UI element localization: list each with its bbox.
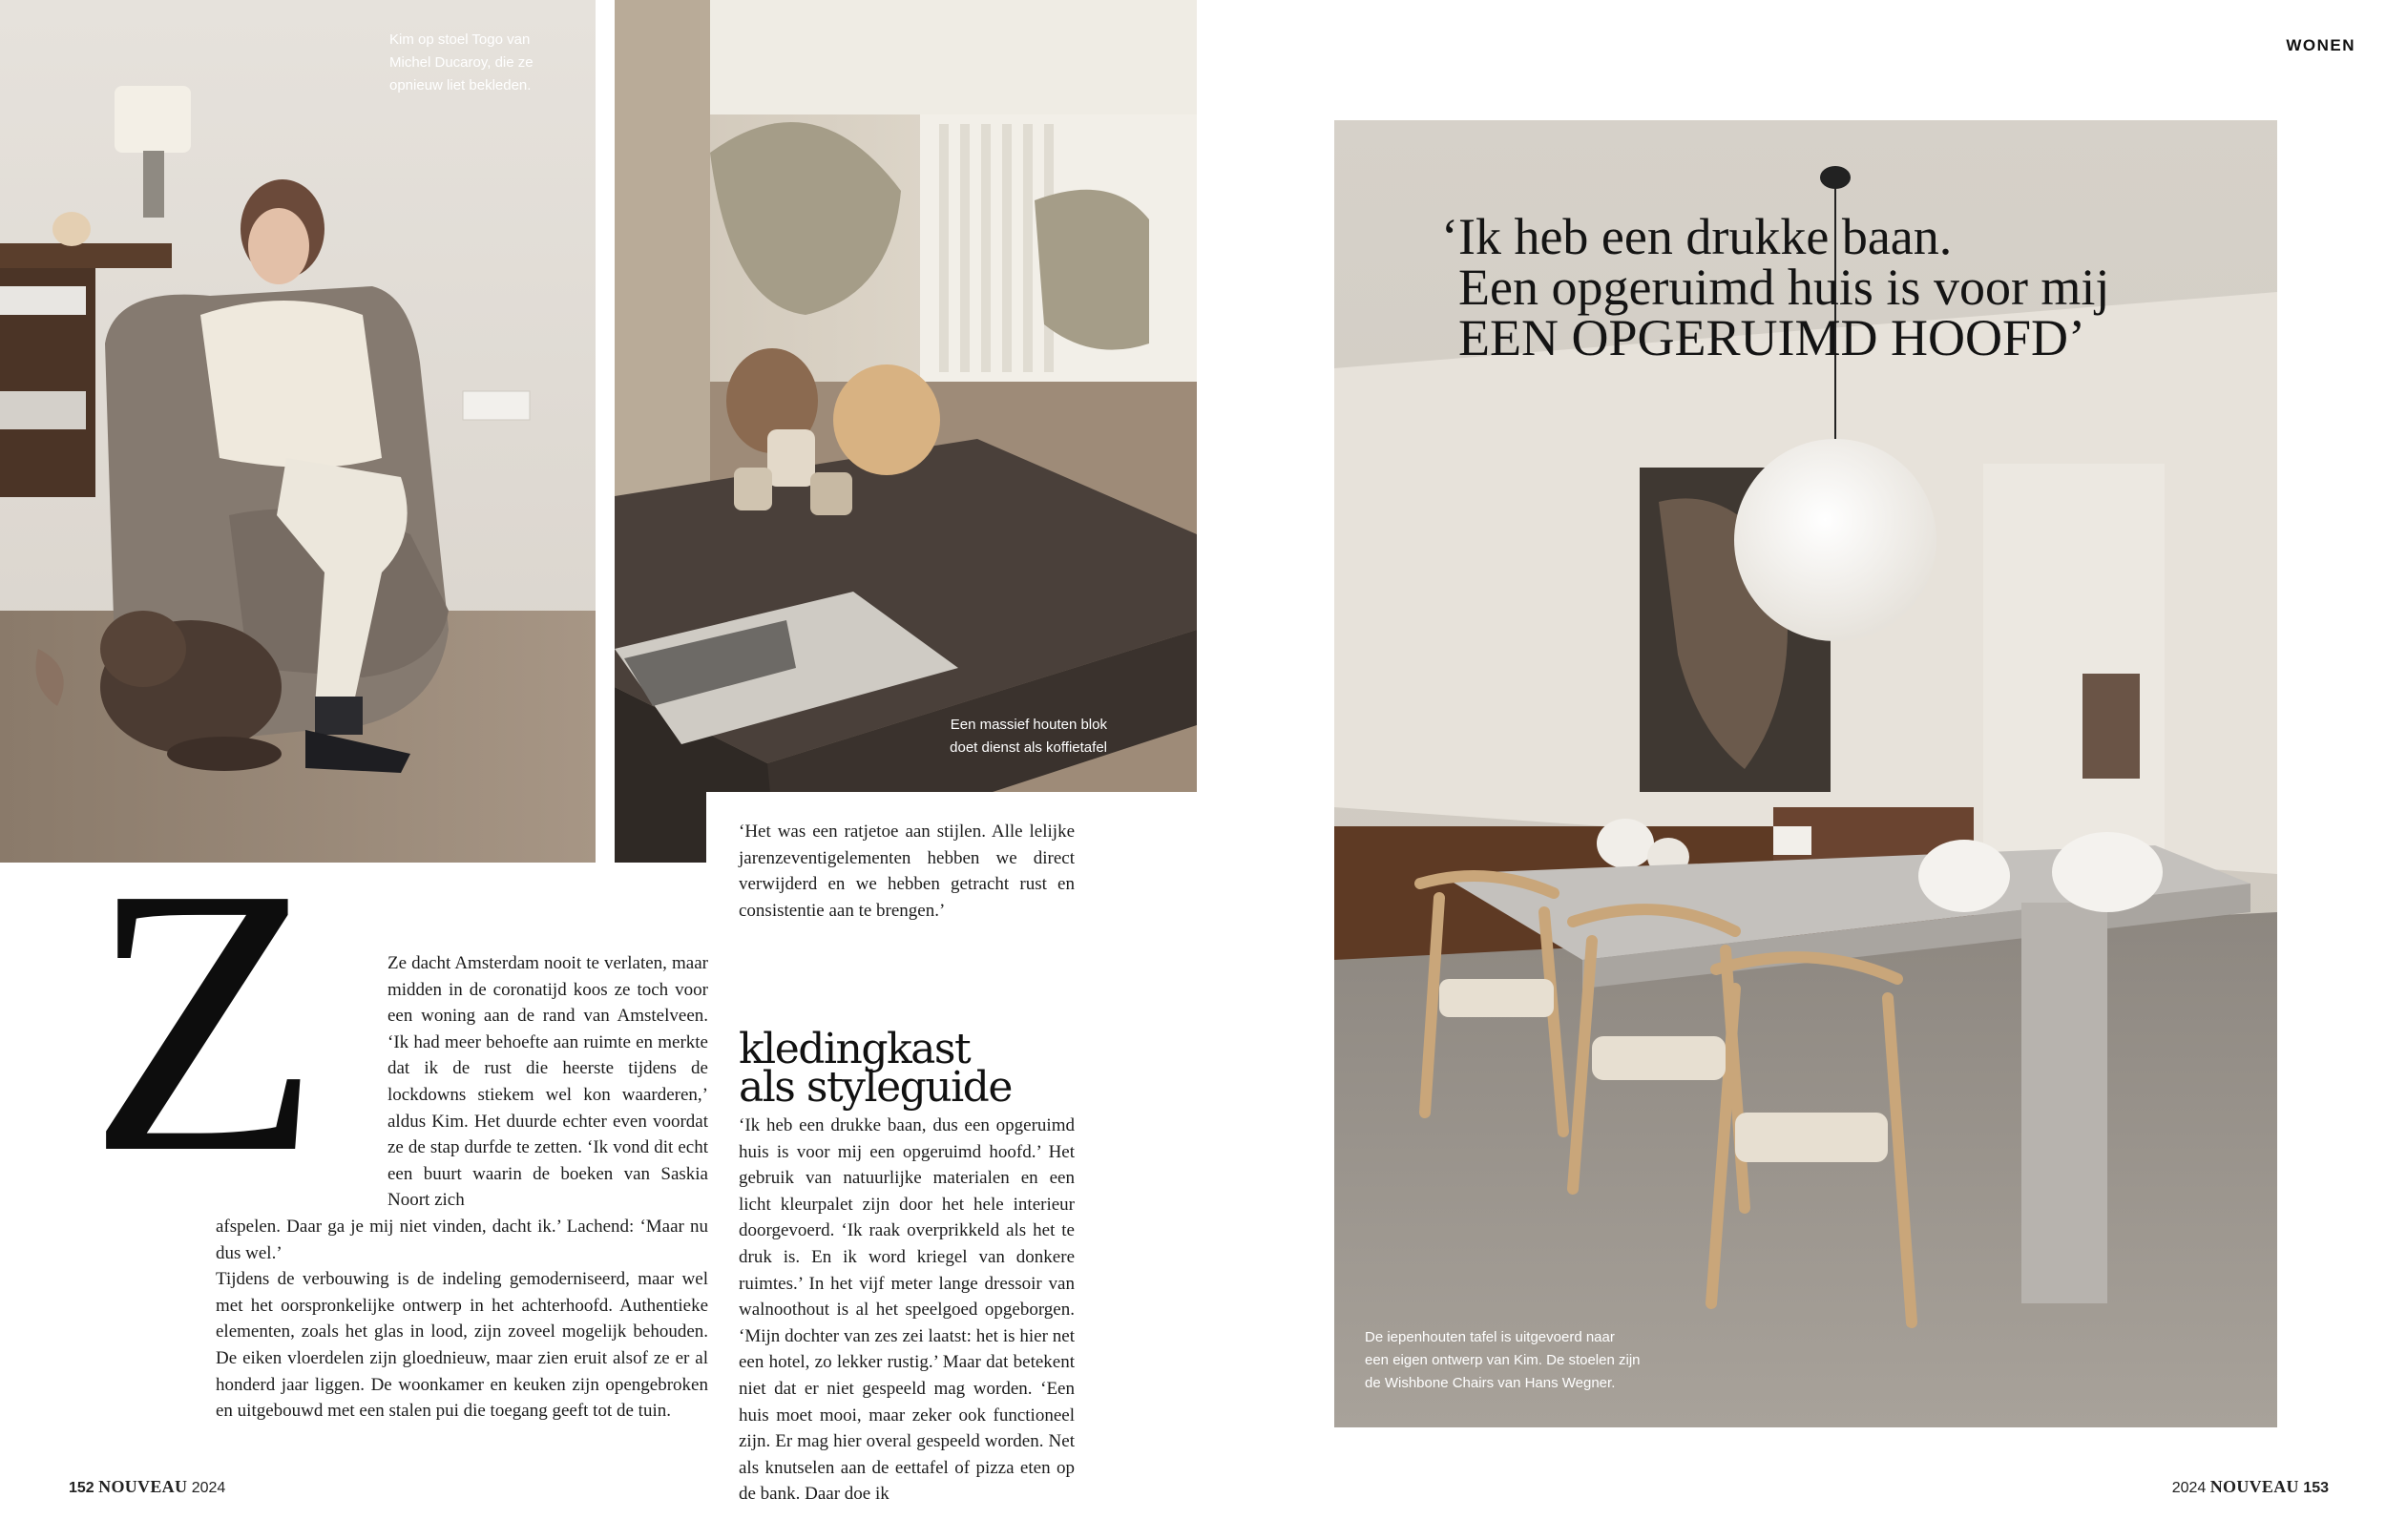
subheading [739, 1025, 1075, 1112]
article-paragraph: Tijdens de verbouwing is de indeling gemoderniseerd, maar wel met het oorspronkelijke ontwerp in het achterhoofd. Authentieke elementen, zoals het glas in lood, zijn zoveel mogelijk behouden. De eiken vloerdelen zijn gloednieuw, maar zien eruit alsof ze er al honderd jaar liggen. De woonkamer en keuken zijn opengebroken en uitgebouwd met een stalen pui die toegang geeft tot de tuin. [216, 1269, 708, 1422]
pull-quote-line: EEN OPGERUIMD HOOFD’ [1458, 309, 2085, 366]
dropcap-z [88, 828, 355, 1172]
issue-year: 2024 [191, 1480, 226, 1496]
caption-kim-line: Michel Ducaroy, die ze [389, 54, 534, 71]
pull-quote-line: ‘Ik heb een drukke baan. [1441, 208, 1953, 265]
article-column-1-bottom [216, 1214, 708, 1425]
caption-dining-line: de Wishbone Chairs van Hans Wegner. [1365, 1375, 1616, 1391]
caption-dining-line: een eigen ontwerp van Kim. De stoelen zijn [1365, 1352, 1641, 1368]
section-label: WONEN [2286, 36, 2355, 54]
pull-quote [1441, 208, 2166, 366]
folio-right [2172, 1477, 2329, 1497]
article-paragraph: Ze dacht Amsterdam nooit te verlaten, maar midden in de coronatijd koos ze toch voor een woning aan de rand van Amstelveen. ‘Ik had meer behoefte aan ruimte en merkte dat ik de rust die heerste tijdens de lockdowns stiekem wel kon waarderen,’ aldus Kim. Het duurde echter even voordat ze de stap durfde te zetten. ‘Ik vond dit echt een buurt waarin de boeken van Saskia Noort zich [387, 953, 708, 1211]
folio-left [69, 1477, 225, 1497]
caption-dining [1365, 1326, 1689, 1395]
article-paragraph: afspelen. Daar ga je mij niet vinden, dacht ik.’ Lachend: ‘Maar nu dus wel.’ [216, 1217, 708, 1263]
article-paragraph: ‘Het was een ratjetoe aan stijlen. Alle lelijke jarenzeventigelementen hebben we direct verwijderd en we hebben getracht rust en consistentie aan te brengen.’ [739, 822, 1075, 921]
page-number: 153 [2303, 1480, 2329, 1496]
subheading-line: als styleguide [739, 1063, 1012, 1112]
caption-table-line: doet dienst als koffietafel [950, 739, 1107, 756]
magazine-brand: NOUVEAU [98, 1477, 188, 1496]
magazine-brand: NOUVEAU [2209, 1477, 2299, 1496]
caption-kim-line: Kim op stoel Togo van [389, 31, 531, 48]
caption-coffee-table [897, 714, 1107, 760]
caption-kim-line: opnieuw liet bekleden. [389, 77, 532, 94]
caption-table-line: Een massief houten blok [950, 717, 1107, 733]
caption-dining-line: De iepenhouten tafel is uitgevoerd naar [1365, 1329, 1615, 1345]
article-column-2-top [739, 819, 1075, 924]
subheading-line: kledingkast [739, 1025, 971, 1073]
page-number: 152 [69, 1480, 94, 1496]
article-paragraph: ‘Ik heb een drukke baan, dus een opgeruimd huis is voor mij een opgeruimd hoofd.’ Het gebruik van natuurlijke materialen en een licht kleurpalet zijn door het hele interieur doorgevoerd. ‘Ik raak overprikkeld als het te druk is. En ik word kriegel van donkere ruimtes.’ In het vijf meter lange dressoir van walnoothout is al het speelgoed opgeborgen. ‘Mijn dochter van zes zei laatst: het is hier net een hotel, zo lekker rustig.’ Maar dat betekent niet dat er niet gespeeld mag worden. ‘Een huis moet mooi, maar zeker ook functioneel zijn. Er mag hier overal gespeeld worden. Net als knutselen aan de eettafel of pizza eten op de bank. Daar doe ik [739, 1115, 1075, 1505]
photo-kim-on-togo-chair [0, 0, 596, 863]
caption-kim [389, 29, 580, 97]
dropcap-letter: Z [88, 828, 322, 1172]
issue-year: 2024 [2171, 1480, 2207, 1496]
pull-quote-line: Een opgeruimd huis is voor mij [1458, 259, 2110, 316]
article-column-2 [739, 1025, 1075, 1508]
article-column-1-top [387, 950, 708, 1214]
